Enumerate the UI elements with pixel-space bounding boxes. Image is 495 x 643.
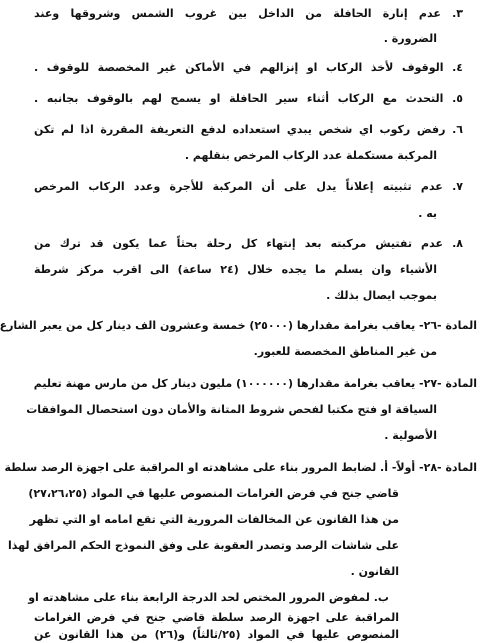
- text-line: السياقة او فتح مكتبا لفحص شروط المتانة والأمان دون استحصال الموافقات: [26, 403, 437, 416]
- text-line: ب. لمفوض المرور المختص لحد الدرجة الرابعة بناء على مشاهدته او: [28, 591, 389, 604]
- text-line: المركبة مستكملة عدد الركاب المرخص بنقلهم .: [184, 149, 437, 162]
- text-line: الضرورة .: [383, 32, 437, 45]
- text-line: الأشياء وان يسلم ما يجده خلال (٢٤ ساعة) الى اقرب مركز شرطة: [34, 263, 437, 276]
- text-line: من هذا القانون عن المخالفات المرورية التي تقع امامه او التي تظهر: [29, 513, 399, 526]
- text-line: المنصوص عليها في المواد (٢٥/ثالثاً) و(٢٦) من هذا القانون عن: [34, 628, 399, 641]
- text-line: بموجب ايصال بذلك .: [326, 289, 437, 302]
- text-line: القانون .: [350, 565, 399, 578]
- text-line: ٦. رفض ركوب اي شخص يبدي استعداده لدفع التعريفة المقررة اذا لم تكن: [34, 123, 463, 136]
- text-line: المادة -٢٧- يعاقب بغرامة مقدارها (١٠٠٠٠٠٠) مليون دينار كل من مارس مهنة تعليم: [33, 377, 477, 390]
- text-line: المراقبة على اجهزة الرصد سلطة قاضي جنح في فرض الغرامات: [34, 611, 399, 624]
- text-line: قاضي جنح في فرض الغرامات المنصوص عليها في المواد (٢٧،٢٦،٢٥): [28, 487, 399, 500]
- text-line: به .: [418, 207, 437, 220]
- text-line: ٨. عدم تفتيش مركبته بعد إنتهاء كل رحلة بحثاً عما يكون قد ترك من: [34, 237, 463, 250]
- text-line: المادة -٢٨- أولاً- أ. لضابط المرور بناء على مشاهدته او المراقبة على اجهزة الرصد سلطة: [4, 461, 477, 474]
- text-line: ٧. عدم تثبيته إعلاناً يدل على أن المركبة للأجرة وعدد الركاب المرخص: [34, 180, 463, 193]
- text-line: على شاشات الرصد وتصدر العقوبة على وفق النموذج الحكم المرافق لهذا: [7, 539, 399, 552]
- text-line: ٥. التحدث مع الركاب أثناء سير الحافلة او يسمح لهم بالوقوف بجانبه .: [34, 92, 463, 105]
- text-line: من غير المناطق المخصصة للعبور.: [253, 345, 437, 358]
- text-line: ٣. عدم إنارة الحافلة من الداخل بين غروب الشمس وشروقها وعند: [34, 7, 463, 20]
- text-line: الأصولية .: [384, 429, 437, 442]
- text-line: ٤. الوقوف لأخذ الركاب او إنزالهم في الأماكن غير المخصصة للوقوف .: [34, 61, 463, 74]
- text-line: المادة -٢٦- يعاقب بغرامة مقدارها (٢٥٠٠٠) خمسة وعشرون الف دينار كل من يعبر الشارع: [0, 319, 477, 332]
